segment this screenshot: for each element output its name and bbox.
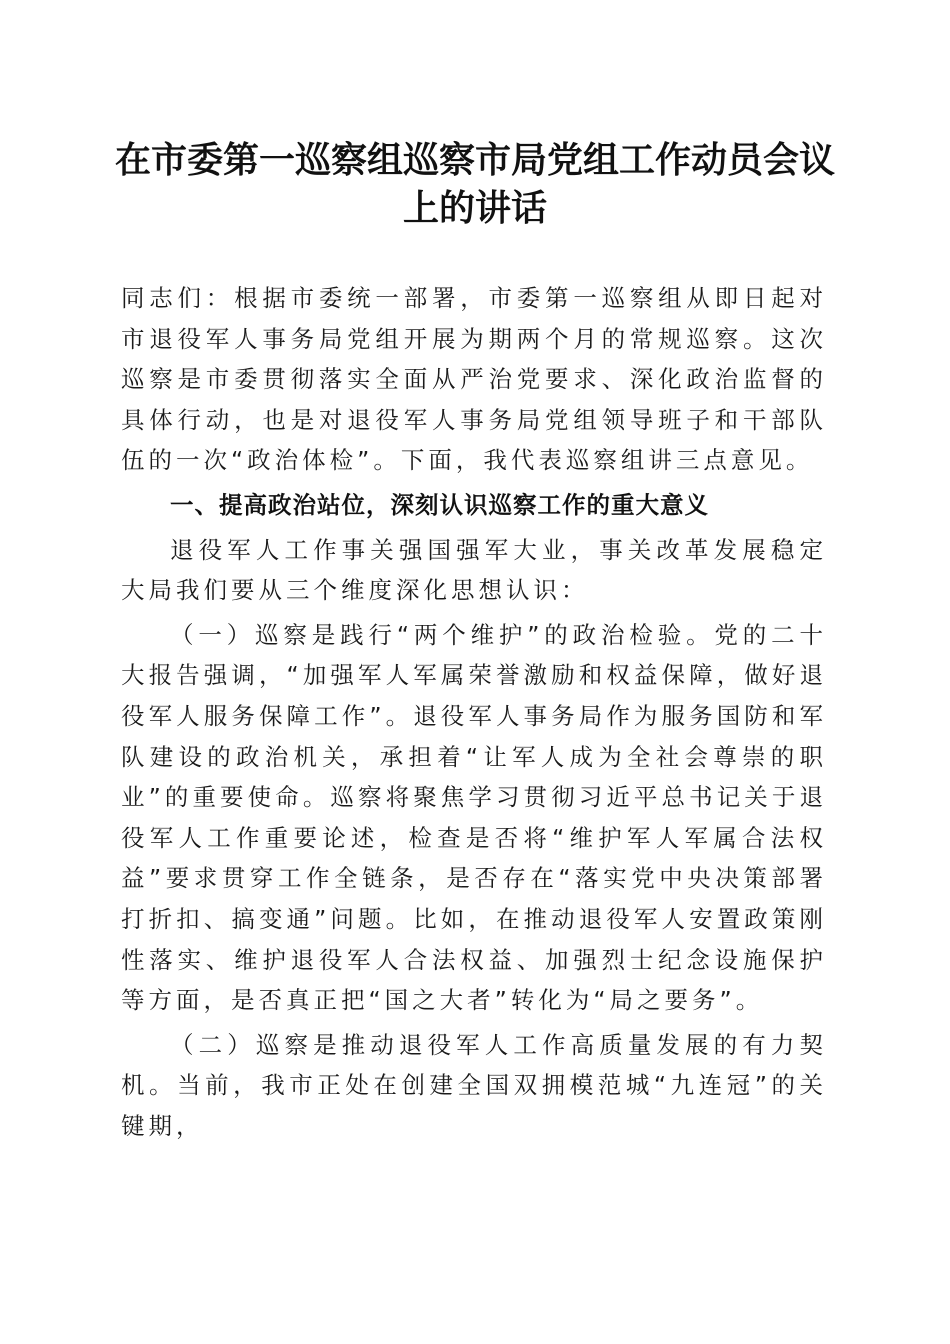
section-1-intro: 退役军人工作事关强国强军大业，事关改革发展稳定大局我们要从三个维度深化思想认识： xyxy=(121,535,827,605)
document-title: 在市委第一巡察组巡察市局党组工作动员会议上的讲话 xyxy=(114,139,835,229)
opening-paragraph: 同志们：根据市委统一部署，市委第一巡察组从即日起对市退役军人事务局党组开展为期两个月的常规巡察。这次巡察是市委贯彻落实全面从严治党要求、深化政治监督的具体行动，也是对退役军人事务局党组领导班子和干部队伍的一次“政治体检”。下面，我代表巡察组讲三点意见。 xyxy=(121,284,827,475)
document-body xyxy=(121,278,827,1146)
point-2-paragraph: （二）巡察是推动退役军人工作高质量发展的有力契机。当前，我市正处在创建全国双拥模范城“九连冠”的关键期， xyxy=(121,1030,827,1140)
section-heading-1: 一、提高政治站位，深刻认识巡察工作的重大意义 xyxy=(170,490,709,519)
point-1-paragraph: （一）巡察是践行“两个维护”的政治检验。党的二十大报告强调，“加强军人军属荣誉激励和权益保障，做好退役军人服务保障工作”。退役军人事务局作为服务国防和军队建设的政治机关，承担着“让军人成为全社会尊崇的职业”的重要使命。巡察将聚焦学习贯彻习近平总书记关于退役军人工作重要论述，检查是否将“维护军人军属合法权益”要求贯穿工作全链条，是否存在“落实党中央决策部署打折扣、搞变通”问题。比如，在推动退役军人安置政策刚性落实、维护退役军人合法权益、加强烈士纪念设施保护等方面，是否真正把“国之大者”转化为“局之要务”。 xyxy=(121,620,827,1015)
